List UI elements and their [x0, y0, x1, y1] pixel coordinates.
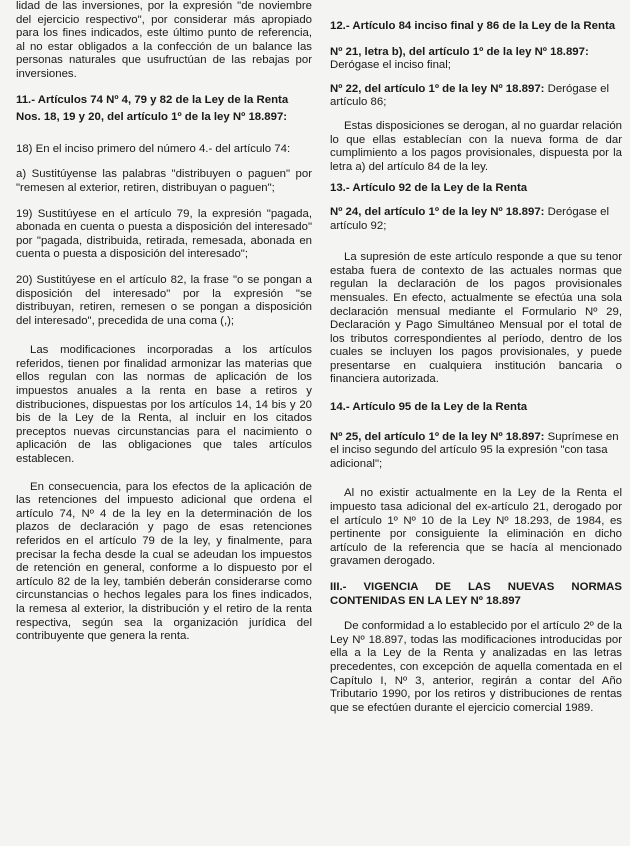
subsection-22: [330, 83, 622, 110]
subsection-21: [330, 46, 622, 73]
subsection-25-text: Suprímese en el inciso segundo del artículo 95 la expresión "con tasa adicional";: [330, 430, 619, 470]
subsection-24-text: Derógase el artículo 92;: [330, 205, 610, 232]
section-iii-heading: III.- VIGENCIA DE LAS NUEVAS NORMAS CONTENIDAS EN LA LEY Nº 18.897: [330, 581, 622, 607]
section-14-heading: 14.- Artículo 95 de la Ley de la Renta: [330, 401, 528, 414]
subsection-24-title: Nº 24, del artículo 1º de la ley Nº 18.897:: [330, 205, 545, 218]
subsection-25: [330, 431, 622, 472]
subsection-25-title: Nº 25, del artículo 1º de la ley Nº 18.897:: [330, 430, 545, 443]
right-column: [330, 0, 622, 727]
section-11-heading: 11.- Artículos 74 Nº 4, 79 y 82 de la Ley de la Renta: [16, 93, 289, 106]
item-20: 20) Sustitúyese en el artículo 82, la frase "o se pongan a disposición del interesado" por la expresión "se distribuyan, retiren, remesen o se pongan a disposición del interesado", precedida de una coma (,);: [16, 273, 312, 327]
subsection-22-text: Derógase el artículo 86;: [330, 82, 610, 109]
section-11-subheading: Nos. 18, 19 y 20, del artículo 1º de la ley Nº 18.897:: [16, 111, 288, 124]
paragraph-vigencia: De conformidad a lo establecido por el artículo 2º de la Ley Nº 18.897, todas las modificaciones introducidas por ella a la Ley de la Renta y analizadas en las letras precedentes, con excepción de aquella comentada en el Capítulo I, Nº 3, anterior, regirán a contar del Año Tributario 1990, por los retiros y distribuciones de rentas que se efectúen durante el ejercicio comercial 1989.: [330, 620, 622, 714]
left-column: [16, 0, 312, 656]
paragraph-tasa-adicional: Al no existir actualmente en la Ley de la Renta el impuesto tasa adicional del ex-artículo 21, derogado por el artículo 1º Nº 10 de la Ley Nº 18.293, de 1984, es pertinente por consiguiente la eliminación en dicho artículo de la referencia que se hacía al mencionado gravamen derogado.: [330, 487, 622, 568]
paragraph-derogan: Estas disposiciones se derogan, al no guardar relación lo que ellas establecían con la nueva forma de dar cumplimiento a los pagos provisionales, dispuesta por la letra a) del artículo 84 de la ley.: [330, 119, 622, 173]
section-12-heading: 12.- Artículo 84 inciso final y 86 de la Ley de la Renta: [330, 20, 616, 32]
item-18a: a) Sustitúyense las palabras "distribuyen o paguen" por "remesen al exterior, retiren, distribuyan o paguen";: [16, 168, 312, 194]
subsection-21-text: Derógase el inciso final;: [330, 59, 451, 72]
subsection-21-title: Nº 21, letra b), del artículo 1º de la ley Nº 18.897:: [330, 45, 589, 58]
paragraph-modificaciones: Las modificaciones incorporadas a los artículos referidos, tienen por finalidad armonizar las materias que ellos regulan con las normas de aplicación de los impuestos anuales a la renta en base a retiros y distribuciones, dispuestas por los artículos 14, 14 bis y 20 bis de la Ley de la Renta, al incluir en los citados preceptos nuevas circunstancias para el nacimiento o aplicación de las obligaciones que tales artículos establecen.: [16, 344, 312, 466]
intro-paragraph: lidad de las inversiones, por la expresión "de noviembre del ejercicio respectivo", por considerar más apropiado para los fines indicados, este último punto de referencia, al no estar obligados a la confección de un balance las personas naturales que usufructúan de las rebajas por inversiones.: [16, 0, 312, 80]
section-13-heading: 13.- Artículo 92 de la Ley de la Renta: [330, 182, 528, 195]
item-18: 18) En el inciso primero del número 4.- del artículo 74:: [16, 142, 291, 155]
item-19: 19) Sustitúyese en el artículo 79, la expresión "pagada, abonada en cuenta o puesta a disposición del interesado" por "pagada, distribuida, retirada, remesada, abonada en cuenta o puesta a disposición del interesado";: [16, 207, 312, 261]
paragraph-supresion: La supresión de este artículo responde a que su tenor estaba fuera de contexto de las actuales normas que regulan la declaración de los pagos provisionales mensuales. En efecto, actualmente se efectúa una sola declaración mensual mediante el Formulario Nº 29, Declaración y Pago Simultáneo Mensual por el total de los tributos correspondientes al período, dentro de los cuales se incluyen los pagos provisionales, y puede presentarse en cualquiera institución bancaria o financiera autorizada.: [330, 251, 622, 386]
subsection-22-title: Nº 22, del artículo 1º de la ley Nº 18.897:: [330, 82, 545, 95]
subsection-24: [330, 206, 622, 233]
paragraph-consecuencia: En consecuencia, para los efectos de la aplicación de las retenciones del impuesto adicional que ordena el artículo 74, Nº 4 de la ley en la determinación de los plazos de declaración y pago de esas retenciones referidos en el artículo 79 de la ley, y finalmente, para precisar la fecha desde la cual se adeudan los impuestos de retención en general, conforme a lo dispuesto por el artículo 82 de la ley, también deberán considerarse como circunstancias o hechos legales para los fines indicados, la remesa al exterior, la distribución y el retiro de la renta respectiva, según sea la organización jurídica del contribuyente que genera la renta.: [16, 480, 312, 643]
